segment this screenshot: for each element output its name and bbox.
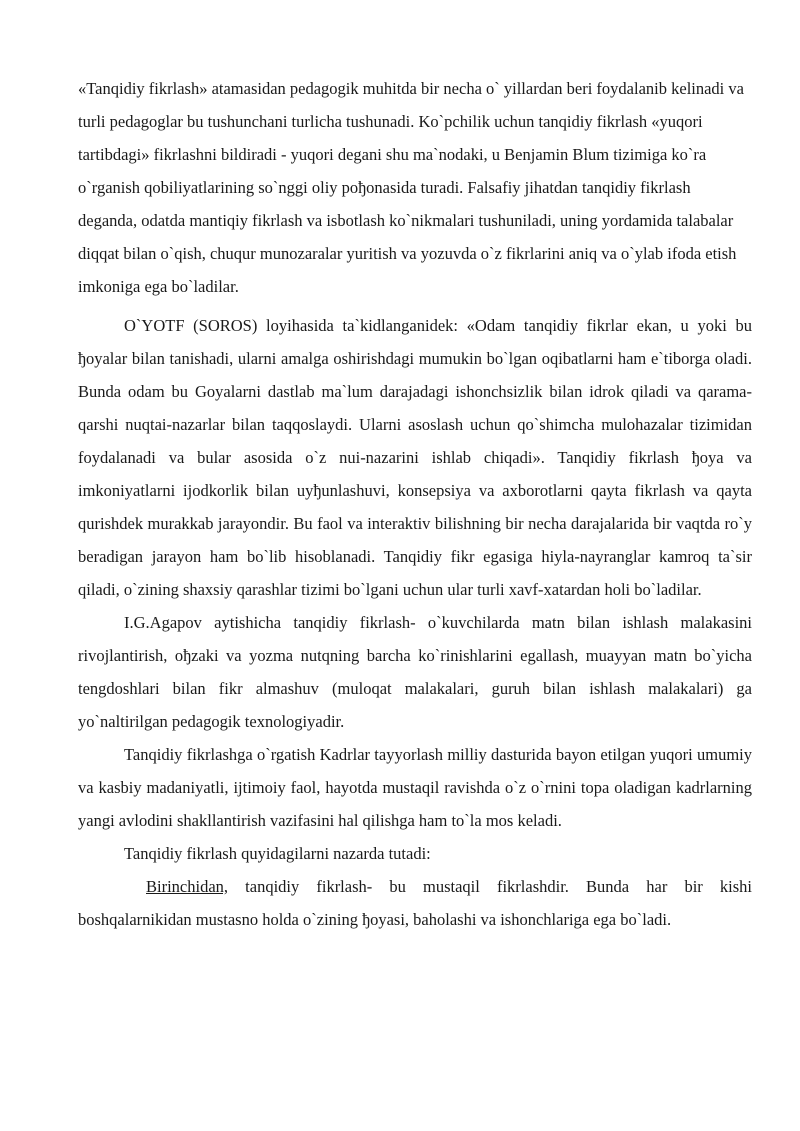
- paragraph-soros-quote: O`YOTF (SOROS) loyihasida ta`kidlanganidek: «Odam tanqidiy fikrlar ekan, u yoki bu ђoyalar bilan tanishadi, ularni amalga oshirishdagi mumukin bo`lgan oqibatlarni ham e`tiborga oladi. Bunda odam bu Goyalarni dastlab ma`lum darajadagi ishonchsizlik bilan idrok qiladi va qarama-qarshi nuqtai-nazarlar bilan taqqoslaydi. Ularni asoslash uchun qo`shimcha mulohazalar tizimidan foydalanadi va bular asosida o`z nui-nazarini ishlab chiqadi». Tanqidiy fikrlash ђoya va imkoniyatlarni ijodkorlik bilan uyђunlashuvi, konsepsiya va axborotlarni qayta fikrlash va qayta qurishdek murakkab jarayondir. Bu faol va interaktiv bilishning bir necha darajalarida bir vaqtda ro`y beradigan jarayon ham bo`lib hisoblanadi. Tanqidiy fikr egasiga hiyla-nayranglar kamroq ta`sir qiladi, o`zining shaxsiy qarashlar tizimi bo`lgani uchun ular turli xavf-xatardan holi bo`ladilar.: [78, 316, 752, 599]
- document-page: [78, 72, 752, 936]
- paragraph-list-intro: Tanqidiy fikrlash quyidagilarni nazarda tutadi:: [124, 844, 431, 863]
- paragraph-firstly: [78, 870, 752, 936]
- paragraph-critical-thinking-definition: «Tanqidiy fikrlash» atamasidan pedagogik muhitda bir necha o` yillardan beri foydalanib kelinadi va turli pedagoglar bu tushunchani turlicha tushunadi. Ko`pchilik uchun tanqidiy fikrlash «yuqori tartibdagi» fikrlashni bildiradi - yuqori degani shu ma`nodaki, u Benjamin Blum tizimiga ko`ra o`rganish qobiliyatlarining so`nggi oliy poђonasida turadi. Falsafiy jihatdan tanqidiy fikrlash deganda, odatda mantiqiy fikrlash va isbotlash ko`nikmalari tushuniladi, uning yordamida talabalar diqqat bilan o`qish, chuqur munozaralar yuritish va yozuvda o`z fikrlarini aniq va o`ylab ifoda etish imkoniga ega bo`ladilar.: [78, 79, 744, 296]
- paragraph-agapov: I.G.Agapov aytishicha tanqidiy fikrlash- o`kuvchilarda matn bilan ishlash malakasini rivojlantirish, oђzaki va yozma nutqning barcha ko`rinishlarini egallash, muayyan matn bo`yicha tengdoshlari bilan fikr almashuv (muloqat malakalari, guruh bilan ishlash malakalari) ga yo`naltirilgan pedagogik texnologiyadir.: [78, 613, 752, 731]
- firstly-underlined-label: Birinchidan,: [146, 877, 229, 896]
- paragraph-national-program: Tanqidiy fikrlashga o`rgatish Kadrlar tayyorlash milliy dasturida bayon etilgan yuqori umumiy va kasbiy madaniyatli, ijtimoiy faol, hayotda mustaqil ravishda o`z o`rnini topa oladigan kadrlarning yangi avlodini shakllantirish vazifasini hal qilishga ham to`la mos keladi.: [78, 745, 752, 830]
- firstly-text: tanqidiy fikrlash- bu mustaqil fikrlashdir. Bunda har bir kishi boshqalarnikidan mustasno holda o`zining ђoyasi, baholashi va ishonchlariga ega bo`ladi.: [78, 877, 752, 929]
